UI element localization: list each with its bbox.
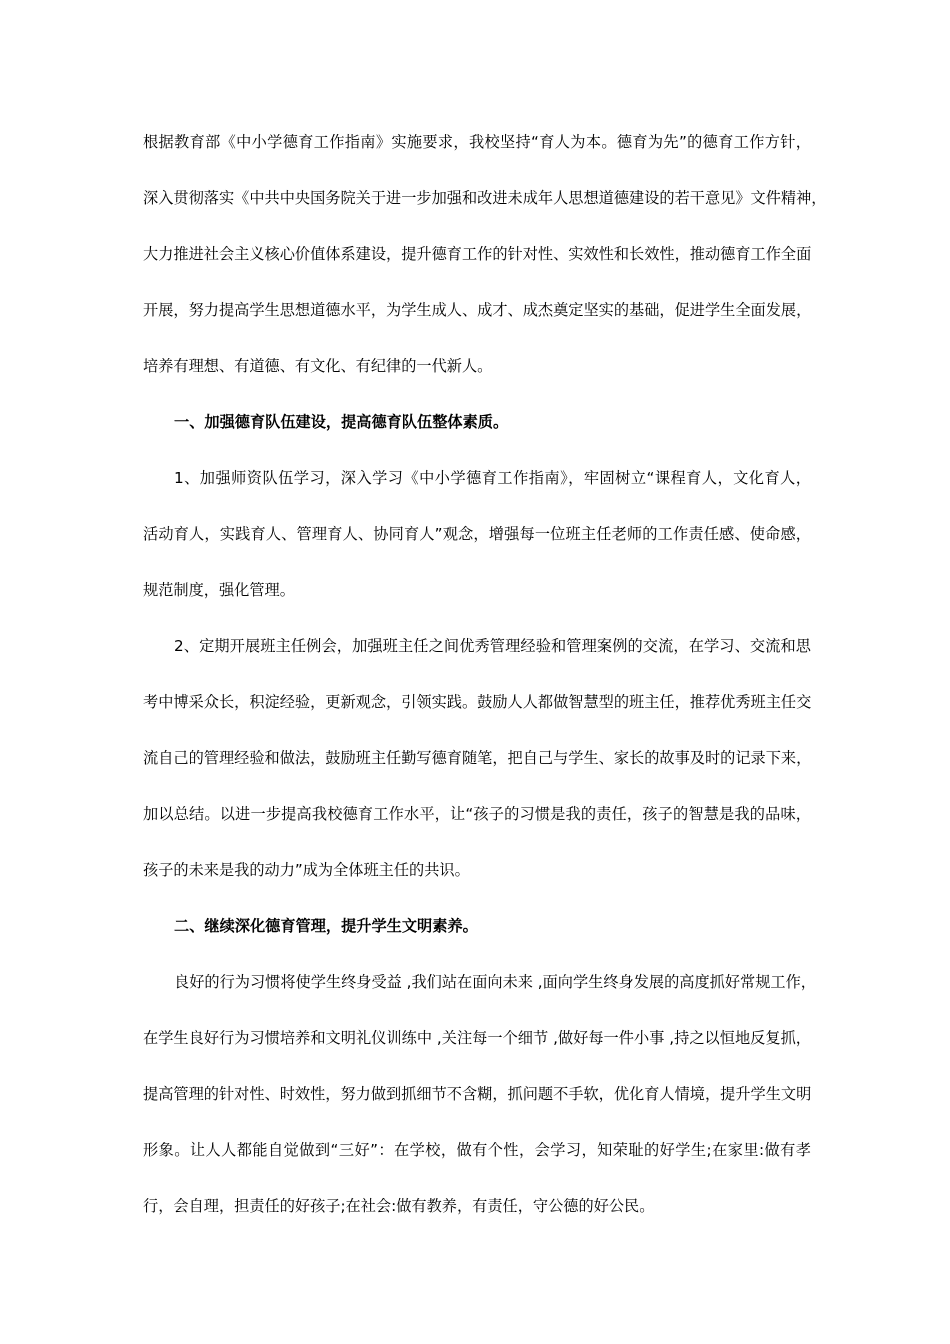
intro-paragraph [143, 128, 827, 380]
section1-item1-paragraph [143, 464, 811, 604]
intro-line: 大力推进社会主义核心价值体系建设，提升德育工作的针对性、实效性和长效性，推动德育工作全面 [143, 245, 812, 263]
section2-heading: 二、继续深化德育管理，提升学生文明素养。 [174, 917, 478, 935]
section1-item2-paragraph [143, 632, 811, 884]
section2-body-line: 在学生良好行为习惯培养和文明礼仪训练中 ,关注每一个细节 ,做好每一件小事 ,持之以恒地反复抓， [143, 1029, 811, 1047]
section2-body-line: 良好的行为习惯将使学生终身受益 ,我们站在面向未来 ,面向学生终身发展的高度抓好常规工作， [174, 973, 816, 991]
intro-line: 培养有理想、有道德、有文化、有纪律的一代新人。 [143, 357, 493, 375]
intro-line: 根据教育部《中小学德育工作指南》实施要求，我校坚持“育人为本。德育为先”的德育工作方针， [143, 133, 811, 151]
intro-line: 深入贯彻落实《中共中央国务院关于进一步加强和改进未成年人思想道德建设的若干意见》文件精神， [143, 189, 827, 207]
section1-item2-line: 加以总结。以进一步提高我校德育工作水平，让“孩子的习惯是我的责任，孩子的智慧是我的品味， [143, 805, 811, 823]
section1-item2-line: 流自己的管理经验和做法，鼓励班主任勤写德育随笔，把自己与学生、家长的故事及时的记录下来， [143, 749, 812, 767]
document-page [143, 128, 827, 1248]
section2-body-paragraph [143, 968, 816, 1220]
section2-body-line: 提高管理的针对性、时效性，努力做到抓细节不含糊，抓问题不手软，优化育人情境，提升学生文明 [143, 1085, 812, 1103]
section1-item2-line: 2、定期开展班主任例会，加强班主任之间优秀管理经验和管理案例的交流，在学习、交流和思 [174, 637, 811, 655]
section1-item2-line: 孩子的未来是我的动力”成为全体班主任的共识。 [143, 861, 470, 879]
section1-item2-line: 考中博采众长，积淀经验，更新观念，引领实践。鼓励人人都做智慧型的班主任，推荐优秀班主任交 [143, 693, 812, 711]
section1-heading: 一、加强德育队伍建设，提高德育队伍整体素质。 [174, 413, 509, 431]
section1-item1-line: 规范制度，强化管理。 [143, 581, 295, 599]
section2-body-line: 行，会自理，担责任的好孩子;在社会:做有教养，有责任，守公德的好公民。 [143, 1197, 655, 1215]
section1-item1-line: 活动育人，实践育人、管理育人、协同育人”观念，增强每一位班主任老师的工作责任感、使命感， [143, 525, 811, 543]
section1-item1-line: 1、加强师资队伍学习，深入学习《中小学德育工作指南》，牢固树立“课程育人，文化育人， [174, 469, 811, 487]
intro-line: 开展，努力提高学生思想道德水平，为学生成人、成才、成杰奠定坚实的基础，促进学生全面发展， [143, 301, 812, 319]
section2-body-line: 形象。让人人都能自觉做到“三好”：在学校，做有个性，会学习，知荣耻的好学生;在家里:做有孝 [143, 1141, 811, 1159]
